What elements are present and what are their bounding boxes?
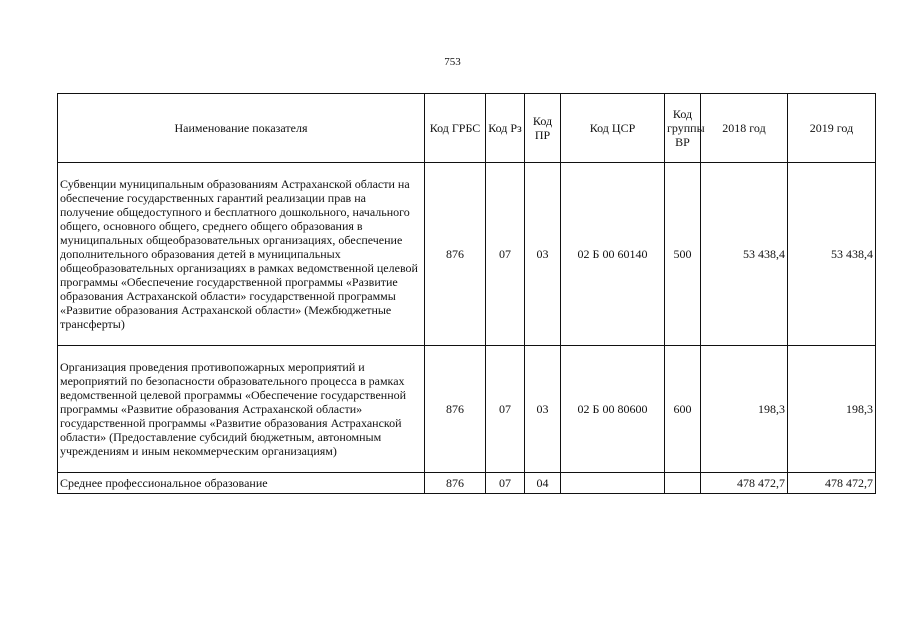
- row-vr: 600: [665, 346, 701, 473]
- row-2018: 53 438,4: [701, 163, 788, 346]
- table-header-row: [58, 94, 876, 163]
- header-2018: 2018 год: [701, 94, 788, 163]
- row-pr: 03: [525, 163, 561, 346]
- row-grbs: 876: [425, 473, 486, 494]
- row-rz: 07: [486, 163, 525, 346]
- row-2019: 198,3: [788, 346, 876, 473]
- row-name: Субвенции муниципальным образованиям Астраханской области на обеспечение государственных гарантий реализации прав на получение общедоступного и бесплатного дошкольного, начального общего, основного общего, среднего общего образования в муниципальных общеобразовательных организациях, обеспечение дополнительного образования детей в муниципальных общеобразовательных организациях в рамках ведомственной целевой программы «Обеспечение государственной программы «Развитие образования Астраханской области» государственной программы «Развитие образования Астраханской области» (Межбюджетные трансферты): [58, 163, 425, 346]
- header-grbs: Код ГРБС: [425, 94, 486, 163]
- header-2019: 2019 год: [788, 94, 876, 163]
- table-row: [58, 346, 876, 473]
- header-rz: Код Рз: [486, 94, 525, 163]
- row-2019: 478 472,7: [788, 473, 876, 494]
- table-row: [58, 163, 876, 346]
- row-2018: 198,3: [701, 346, 788, 473]
- row-csr: 02 Б 00 80600: [561, 346, 665, 473]
- row-rz: 07: [486, 346, 525, 473]
- row-csr: [561, 473, 665, 494]
- row-name: Организация проведения противопожарных мероприятий и мероприятий по безопасности образовательного процесса в рамках ведомственной целевой программы «Обеспечение государственной программы «Развитие образования Астраханской области» государственной программы «Развитие образования Астраханской области» (Предоставление субсидий бюджетным, автономным учреждениям и иным некоммерческим организациям): [58, 346, 425, 473]
- header-name: Наименование показателя: [58, 94, 425, 163]
- row-2019: 53 438,4: [788, 163, 876, 346]
- row-csr: 02 Б 00 60140: [561, 163, 665, 346]
- row-pr: 03: [525, 346, 561, 473]
- header-csr: Код ЦСР: [561, 94, 665, 163]
- row-grbs: 876: [425, 163, 486, 346]
- row-vr: 500: [665, 163, 701, 346]
- row-grbs: 876: [425, 346, 486, 473]
- page-number: 753: [444, 56, 461, 68]
- row-rz: 07: [486, 473, 525, 494]
- row-2018: 478 472,7: [701, 473, 788, 494]
- row-name: Среднее профессиональное образование: [58, 473, 425, 494]
- row-pr: 04: [525, 473, 561, 494]
- row-vr: [665, 473, 701, 494]
- budget-table: [57, 93, 876, 494]
- header-vr: Код группы ВР: [665, 94, 701, 163]
- table-row: [58, 473, 876, 494]
- header-pr: Код ПР: [525, 94, 561, 163]
